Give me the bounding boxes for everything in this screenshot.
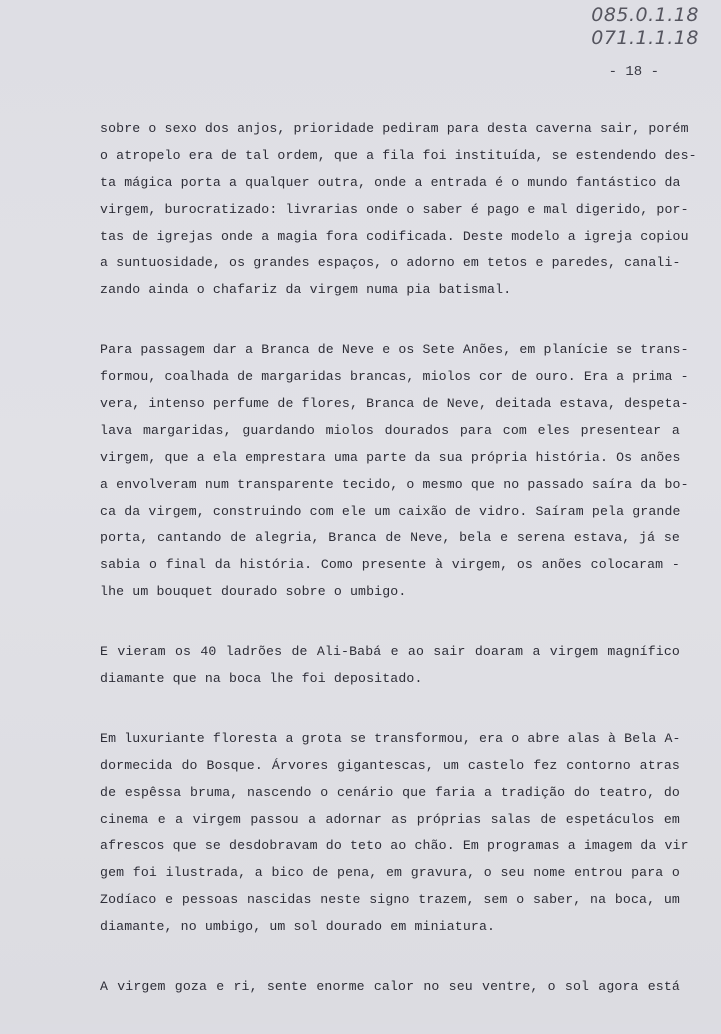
- text-line: afrescos que se desdobravam do teto ao chão. Em programas a imagem da vir: [100, 838, 689, 854]
- body-text: [100, 116, 697, 1034]
- text-line: diamante que na boca lhe foi depositado.: [100, 671, 423, 687]
- text-line: zando ainda o chafariz da virgem numa pia batismal.: [100, 282, 512, 298]
- archive-code-2: 071.1.1.18: [591, 27, 699, 49]
- paragraph-2: [100, 337, 689, 606]
- text-line: a suntuosidade, os grandes espaços, o adorno em tetos e paredes, canali-: [100, 255, 681, 271]
- text-line: lhe um bouquet dourado sobre o umbigo.: [100, 584, 407, 600]
- text-line: diamante, no umbigo, um sol dourado em miniatura.: [100, 919, 496, 935]
- text-line: dormecida do Bosque. Árvores gigantescas, um castelo fez contorno atras: [100, 757, 680, 773]
- text-line: gem foi ilustrada, a bico de pena, em gravura, o seu nome entrou para o: [100, 865, 680, 881]
- text-line: o atropelo era de tal ordem, que a fila foi instituída, se estendendo des-: [100, 147, 697, 163]
- text-line: cinema e a virgem passou a adornar as próprias salas de espetáculos em: [100, 811, 680, 827]
- text-line: Zodíaco e pessoas nascidas neste signo trazem, sem o saber, na boca, um: [100, 892, 680, 908]
- text-line: de espêssa bruma, nascendo o cenário que faria a tradição do teatro, do: [100, 784, 680, 800]
- paragraph-4: [100, 726, 689, 941]
- text-line: E vieram os 40 ladrões de Ali-Babá e ao sair doaram a virgem magnífico: [100, 644, 680, 660]
- text-line: Em luxuriante floresta a grota se transformou, era o abre alas à Bela A-: [100, 730, 681, 746]
- text-line: tas de igrejas onde a magia fora codificada. Deste modelo a igreja copiou: [100, 228, 689, 244]
- paragraph-1: [100, 116, 697, 304]
- archive-codes: [591, 4, 699, 50]
- text-line: A virgem goza e ri, sente enorme calor no seu ventre, o sol agora está: [100, 979, 680, 995]
- text-line: ta mágica porta a qualquer outra, onde a entrada é o mundo fantástico da: [100, 174, 681, 190]
- paragraph-5: [100, 974, 680, 1001]
- text-line: formou, coalhada de margaridas brancas, miolos cor de ouro. Era a prima -: [100, 369, 689, 385]
- page-number: - 18 -: [608, 64, 659, 80]
- text-line: virgem, que a ela emprestara uma parte da sua própria história. Os anões: [100, 449, 681, 465]
- text-line: sabia o final da história. Como presente à virgem, os anões colocaram -: [100, 557, 680, 573]
- text-line: a envolveram num transparente tecido, o mesmo que no passado saíra da bo-: [100, 476, 689, 492]
- text-line: virgem, burocratizado: livrarias onde o saber é pago e mal digerido, por-: [100, 201, 689, 217]
- text-line: porta, cantando de alegria, Branca de Neve, bela e serena estava, já se: [100, 530, 680, 546]
- paragraph-3: [100, 639, 680, 693]
- text-line: sobre o sexo dos anjos, prioridade pediram para desta caverna sair, porém: [100, 121, 689, 136]
- text-line: vera, intenso perfume de flores, Branca de Neve, deitada estava, despeta-: [100, 396, 689, 412]
- text-line: lava margaridas, guardando miolos dourados para com eles presentear a: [100, 422, 680, 438]
- archive-code-1: 085.0.1.18: [591, 4, 699, 26]
- text-line: Para passagem dar a Branca de Neve e os Sete Anões, em planície se trans-: [100, 342, 689, 358]
- text-line: ca da virgem, construindo com ele um caixão de vidro. Saíram pela grande: [100, 503, 681, 519]
